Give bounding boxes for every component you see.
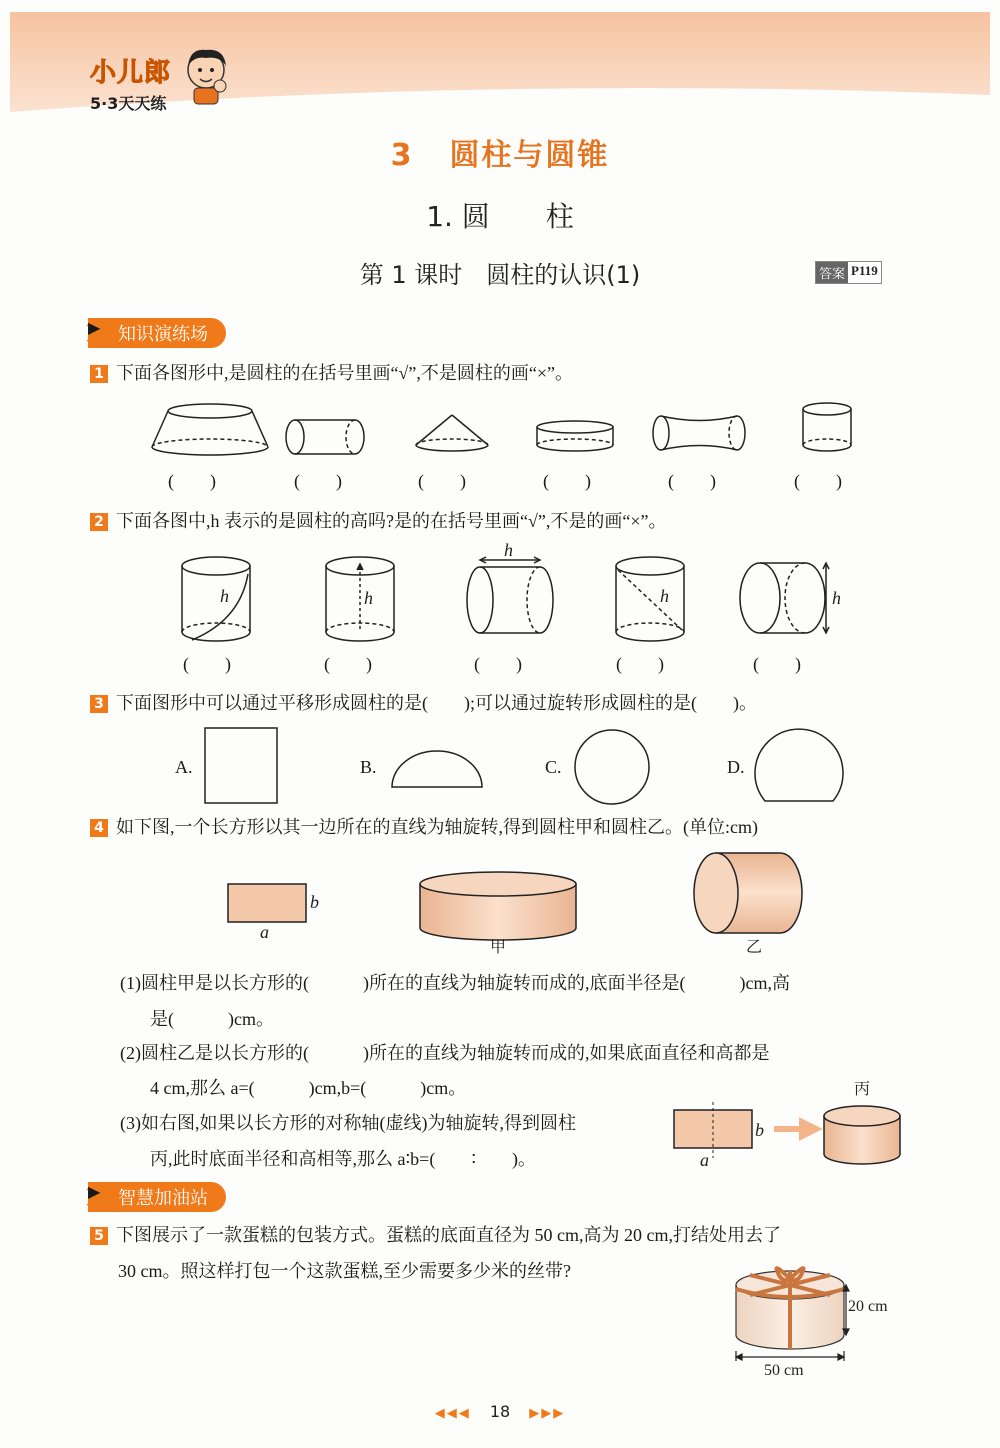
q1-answer-paren-1[interactable]: ( )	[168, 471, 216, 491]
q4-part3-line1: (3)如右图,如果以长方形的对称轴(虚线)为轴旋转,得到圆柱	[120, 1113, 576, 1133]
q3-major-segment-shape	[755, 729, 843, 801]
q1-answer-paren-6[interactable]: ( )	[794, 471, 842, 491]
side-a-label: a	[260, 922, 269, 942]
label-bing: 丙	[854, 1081, 871, 1098]
banner-practice-line: ▶	[88, 320, 101, 337]
question-5-line1: 下图展示了一款蛋糕的包装方式。蛋糕的底面直径为 50 cm,高为 20 cm,打结处用去了	[116, 1225, 781, 1245]
cake-figure	[720, 1255, 910, 1380]
q3-option-b-label[interactable]: B.	[360, 757, 377, 777]
label-jia: 甲	[490, 939, 507, 956]
lesson-title: 第 1 课时 圆柱的认识(1)	[359, 261, 641, 289]
upright-cylinder-figure	[803, 403, 851, 451]
rectangle-ab	[228, 884, 306, 922]
answer-reference[interactable]	[815, 261, 882, 284]
side-b-label-2: b	[755, 1120, 764, 1140]
q2-answer-paren-4[interactable]: ( )	[616, 654, 664, 674]
q2-answer-paren-1[interactable]: ( )	[183, 654, 231, 674]
h-label-2: h	[364, 588, 373, 608]
question-5	[90, 1222, 781, 1248]
q3-option-c-label[interactable]: C.	[545, 757, 562, 777]
q4-part1-line2: 是( )cm。	[150, 1009, 274, 1029]
q4-part3-figure	[668, 1072, 908, 1172]
h-label-5: h	[832, 588, 841, 608]
question-number: 4	[90, 819, 108, 837]
brand-series: 5·3天天练	[90, 94, 167, 113]
q4-figures	[220, 848, 820, 958]
page-number: 18	[489, 1402, 511, 1421]
horizontal-cylinder-length-h	[467, 557, 553, 633]
question-1	[90, 360, 573, 386]
side-a-label-2: a	[700, 1150, 709, 1170]
q2-answer-paren-5[interactable]: ( )	[753, 654, 801, 674]
q3-circle-shape	[575, 730, 649, 804]
question-2	[90, 508, 666, 534]
cylinder-bing	[824, 1106, 900, 1164]
banner-wisdom-label: 智慧加油站	[88, 1182, 226, 1212]
cylinder-diagonal-h	[616, 557, 684, 641]
q1-answer-paren-3[interactable]: ( )	[418, 471, 466, 491]
h-label-4: h	[660, 586, 669, 606]
unit-name: 圆柱与圆锥	[449, 138, 610, 173]
side-b-label: b	[310, 892, 319, 912]
horizontal-cylinder-diameter-h	[740, 563, 829, 633]
q4-part2-line1: (2)圆柱乙是以长方形的( )所在的直线为轴旋转而成的,如果底面直径和高都是	[120, 1043, 770, 1063]
frustum-figure	[152, 404, 268, 455]
mascot-icon	[180, 42, 232, 106]
cone-figure	[416, 415, 488, 451]
question-2-text: 下面各图中,h 表示的是圆柱的高吗?是的在括号里画“√”,不是的画“×”。	[116, 511, 667, 531]
cylinder-jia	[420, 872, 576, 940]
horizontal-cylinder-figure	[286, 420, 364, 454]
q1-answer-paren-5[interactable]: ( )	[668, 471, 716, 491]
cylinder-yi	[694, 853, 802, 933]
q3-shapes	[200, 725, 850, 807]
question-4-text: 如下图,一个长方形以其一边所在的直线为轴旋转,得到圆柱甲和圆柱乙。(单位:cm)	[116, 817, 758, 837]
q3-semicircle-shape	[392, 751, 482, 787]
question-4	[90, 814, 758, 840]
q3-square-shape	[205, 728, 277, 803]
answer-page: P119	[848, 262, 881, 283]
q2-answer-paren-3[interactable]: ( )	[474, 654, 522, 674]
q1-figures	[140, 395, 880, 465]
prev-arrows-icon: ◀◀◀	[434, 1406, 471, 1421]
question-1-text: 下面各图形中,是圆柱的在括号里画“√”,不是圆柱的画“×”。	[116, 363, 573, 383]
cylinder-curve-h	[182, 557, 250, 641]
q4-part1-line1: (1)圆柱甲是以长方形的( )所在的直线为轴旋转而成的,底面半径是( )cm,高	[120, 973, 790, 993]
page-footer	[0, 1402, 1000, 1421]
next-arrows-icon: ▶▶▶	[529, 1406, 566, 1421]
question-5-line2: 30 cm。照这样打包一个这款蛋糕,至少需要多少米的丝带?	[118, 1261, 571, 1281]
q4-part3-line2: 丙,此时底面半径和高相等,那么 a∶b=( ∶ )。	[150, 1149, 536, 1169]
q1-answer-paren-2[interactable]: ( )	[294, 471, 342, 491]
answer-label: 答案	[816, 262, 848, 283]
cylinder-axis-h	[326, 557, 394, 641]
question-number: 3	[90, 695, 108, 713]
unit-title	[0, 130, 1000, 174]
section-title: 1. 圆 柱	[426, 200, 574, 233]
h-label-3: h	[504, 540, 513, 560]
q1-answer-paren-4[interactable]: ( )	[543, 471, 591, 491]
brand-logo	[90, 52, 171, 114]
question-number: 1	[90, 365, 108, 383]
question-number: 2	[90, 513, 108, 531]
banner-wisdom-line: ▶	[88, 1184, 101, 1201]
question-3-text: 下面图形中可以通过平移形成圆柱的是( );可以通过旋转形成圆柱的是( )。	[116, 693, 757, 713]
unit-number: 3	[390, 138, 414, 173]
q4-part2-line2: 4 cm,那么 a=( )cm,b=( )cm。	[150, 1078, 467, 1098]
h-label-1: h	[220, 586, 229, 606]
banner-practice-label: 知识演练场	[88, 318, 226, 348]
cake-diameter-label: 50 cm	[764, 1362, 804, 1379]
question-number: 5	[90, 1227, 108, 1245]
q2-figures	[170, 540, 860, 650]
q2-answer-paren-2[interactable]: ( )	[324, 654, 372, 674]
arrow-right-icon	[774, 1122, 816, 1136]
cake-height-label: 20 cm	[848, 1298, 888, 1315]
q3-option-d-label[interactable]: D.	[727, 757, 745, 777]
brand-name: 小儿郎	[90, 58, 172, 88]
label-yi: 乙	[746, 939, 763, 956]
q3-option-a-label[interactable]: A.	[175, 757, 193, 777]
flat-cylinder-figure	[537, 421, 613, 451]
question-3	[90, 690, 757, 716]
waisted-cylinder-figure	[653, 416, 745, 450]
